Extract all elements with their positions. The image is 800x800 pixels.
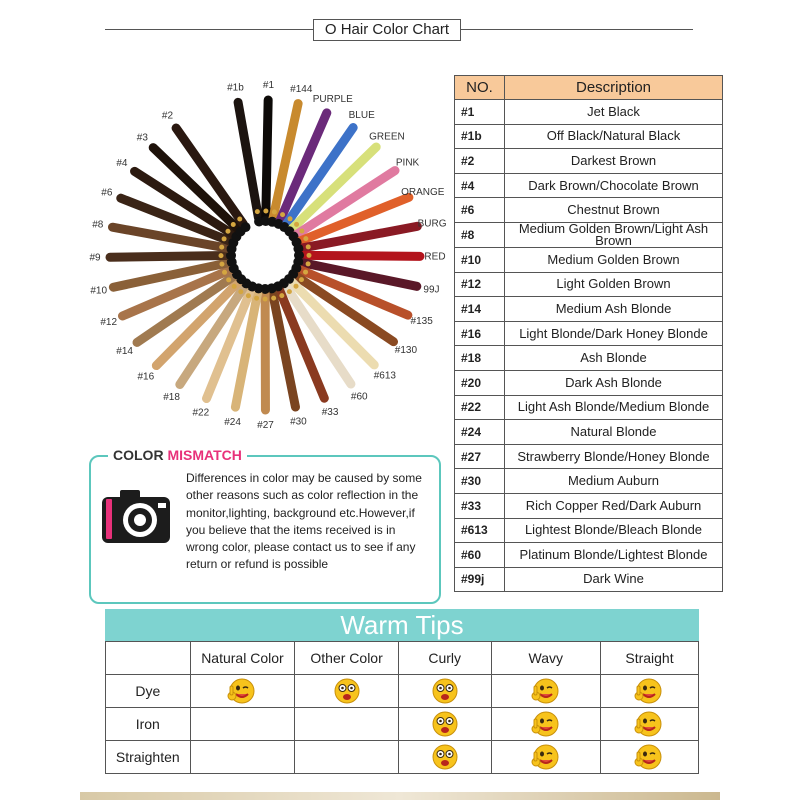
swatch-label: #60 [350,391,368,403]
table-row [455,346,723,371]
tips-cell [491,741,600,774]
color-code: #99j [455,567,505,592]
swatch-label: #16 [137,371,155,383]
swatch-label: #9 [89,252,101,264]
tips-column-header: Other Color [295,642,399,675]
color-description: Lightest Blonde/Bleach Blonde [505,518,723,543]
color-code: #60 [455,543,505,568]
tips-cell [600,708,698,741]
color-mismatch-title [108,447,247,463]
tips-column-header [106,642,191,675]
color-description: Rich Copper Red/Dark Auburn [505,493,723,518]
ok-icon [531,709,561,739]
color-description: Medium Golden Brown [505,247,723,272]
swatch-label: #144 [290,83,313,95]
color-description: Chestnut Brown [505,198,723,223]
color-table-header [455,76,723,100]
table-row [455,493,723,518]
tips-column-header: Straight [600,642,698,675]
swatch-label: #12 [100,316,118,328]
color-code: #2 [455,149,505,174]
color-description: Platinum Blonde/Lightest Blonde [505,543,723,568]
tips-column-header: Natural Color [190,642,295,675]
color-code: #10 [455,247,505,272]
tips-cell [295,675,399,708]
mismatch-title-part2: MISMATCH [167,447,242,463]
column-header-description: Description [505,76,723,100]
table-row [455,518,723,543]
color-code: #4 [455,173,505,198]
swatch-label: #130 [394,345,418,357]
color-description: Medium Golden Brown/Light Ash Brown [505,222,723,247]
tips-column-header: Curly [398,642,491,675]
title-rule-right [461,29,693,30]
swatch-label: #22 [192,407,210,419]
swatch-label: #613 [373,370,396,382]
table-row [455,543,723,568]
tips-cell [491,708,600,741]
color-code: #1 [455,100,505,125]
hair-swatch [238,102,264,226]
swatch-label: #33 [321,407,339,419]
color-description: Off Black/Natural Black [505,124,723,149]
color-description: Dark Brown/Chocolate Brown [505,173,723,198]
tips-cell [190,741,295,774]
tips-cell [600,741,698,774]
warm-tips-panel [105,609,699,774]
swatch-label: #135 [410,315,433,327]
color-description: Medium Ash Blonde [505,297,723,322]
hair-swatch [261,100,271,226]
table-row [455,198,723,223]
hair-swatch [110,250,236,260]
tips-row-label: Iron [106,708,191,741]
ok-icon [634,709,664,739]
table-row [455,395,723,420]
tips-cell [190,675,295,708]
swatch-label: GREEN [369,131,405,143]
table-row [455,444,723,469]
color-code: #8 [455,222,505,247]
table-row [455,149,723,174]
swatch-label: #3 [136,132,148,144]
color-description: Natural Blonde [505,420,723,445]
tips-row [106,708,699,741]
color-description: Darkest Brown [505,149,723,174]
color-description: Dark Wine [505,567,723,592]
swatch-label: #1b [227,82,244,94]
page-title: O Hair Color Chart [313,19,461,41]
swatch-label: #1 [262,80,275,92]
swatch-label: #30 [290,416,307,428]
tips-row [106,675,699,708]
mismatch-title-part1: COLOR [113,447,168,463]
table-row [455,370,723,395]
color-code: #16 [455,321,505,346]
table-row [455,247,723,272]
swatch-label: RED [424,251,446,263]
table-row [455,173,723,198]
color-description: Light Ash Blonde/Medium Blonde [505,395,723,420]
color-code: #613 [455,518,505,543]
color-description: Medium Auburn [505,469,723,494]
color-code: #14 [455,297,505,322]
swatch-label: BLUE [348,110,375,122]
swatch-label: #18 [163,392,180,404]
swatch-label: #10 [90,285,108,297]
tips-row-label: Straighten [106,741,191,774]
swatch-label: PINK [395,157,420,169]
color-description: Strawberry Blonde/Honey Blonde [505,444,723,469]
tips-cell [190,708,295,741]
table-row [455,100,723,125]
tips-cell [295,741,399,774]
tips-header-row [106,642,699,675]
color-swatch-ring [80,60,450,440]
table-row [455,567,723,592]
color-code: #6 [455,198,505,223]
color-description: Jet Black [505,100,723,125]
tips-cell [398,675,491,708]
color-code: #27 [455,444,505,469]
swatch-label: #2 [161,110,174,122]
ok-icon [227,676,257,706]
table-row [455,124,723,149]
tips-column-header: Wavy [491,642,600,675]
scared-icon [430,709,460,739]
ok-icon [634,676,664,706]
tips-row [106,741,699,774]
bottom-strip [80,792,720,800]
color-code: #1b [455,124,505,149]
swatch-label: 99J [423,284,440,296]
swatch-label: PURPLE [312,94,353,106]
scared-icon [332,676,362,706]
ok-icon [531,676,561,706]
tips-cell [398,708,491,741]
table-row [455,272,723,297]
ok-icon [634,742,664,772]
hair-swatch [260,284,270,410]
table-row [455,469,723,494]
swatch-label: #6 [101,187,113,199]
column-header-no: NO. [455,76,505,100]
swatch-label: #14 [116,345,133,357]
color-description: Ash Blonde [505,346,723,371]
swatch-label: #8 [92,219,104,231]
table-row [455,222,723,247]
swatch-label: BURG [417,218,447,230]
swatch-label: #4 [116,158,128,170]
swatch-label: ORANGE [401,186,445,198]
color-code: #20 [455,370,505,395]
tips-cell [491,675,600,708]
color-description: Light Golden Brown [505,272,723,297]
tips-cell [295,708,399,741]
title-rule-left [105,29,313,30]
table-row [455,297,723,322]
color-description: Light Blonde/Dark Honey Blonde [505,321,723,346]
warm-tips-title: Warm Tips [105,609,699,641]
scared-icon [430,676,460,706]
scared-icon [430,742,460,772]
color-code: #24 [455,420,505,445]
warm-tips-table [105,641,699,774]
color-description: Dark Ash Blonde [505,370,723,395]
color-code: #33 [455,493,505,518]
swatch-label: #24 [224,416,241,428]
table-row [455,420,723,445]
swatch-label: #27 [257,419,274,431]
camera-icon [100,487,172,545]
tips-cell [600,675,698,708]
color-code: #30 [455,469,505,494]
color-code: #22 [455,395,505,420]
tips-cell [398,741,491,774]
color-code: #18 [455,346,505,371]
color-mismatch-text: Differences in color may be caused by some other reasons such as color reflection in the monitor,lighting, background etc.However,if you believe that the items received is in wrong color, please contact us to see if any return or refund is possible [186,471,422,572]
color-reference-table [454,75,723,592]
table-row [455,321,723,346]
ok-icon [531,742,561,772]
hair-swatch [294,250,420,260]
tips-row-label: Dye [106,675,191,708]
color-code: #12 [455,272,505,297]
